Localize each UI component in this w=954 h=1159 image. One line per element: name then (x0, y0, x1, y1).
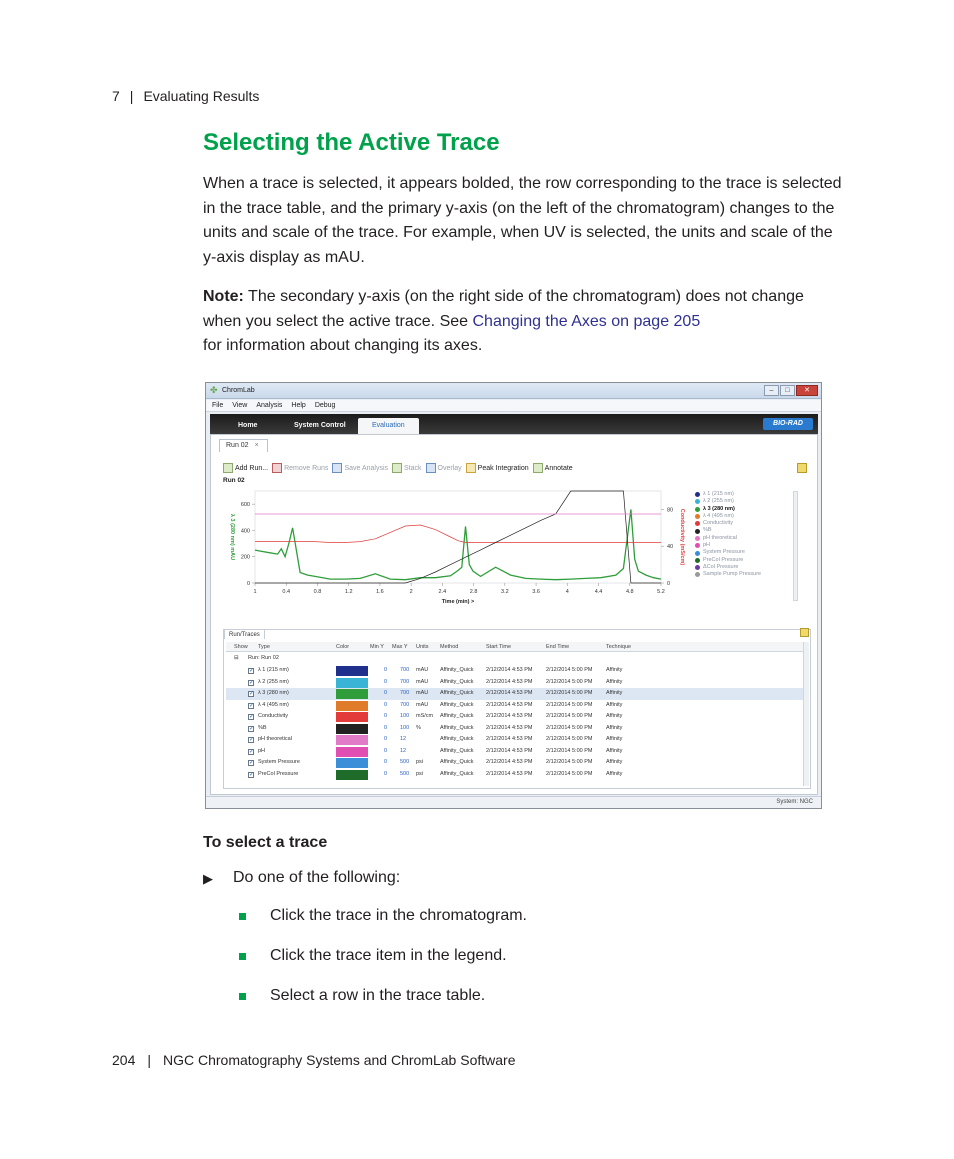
x-axis-label: Time (min) > (441, 599, 475, 605)
menu-help[interactable]: Help (291, 402, 306, 409)
method-cell: Affinity_Quick (440, 770, 474, 777)
units-cell: psi (416, 770, 424, 777)
technique-cell: Affinity (606, 724, 623, 731)
trace-legend (695, 491, 799, 579)
legend-swatch (695, 543, 700, 548)
start-time-cell: 2/12/2014 4:53 PM (486, 747, 533, 754)
x-tick-label: 4.8 (625, 589, 634, 595)
col-method[interactable]: Method (440, 644, 459, 650)
menu-analysis[interactable]: Analysis (256, 402, 283, 409)
technique-cell: Affinity (606, 770, 623, 777)
min-y-cell: 0 (384, 713, 388, 719)
start-time-cell: 2/12/2014 4:53 PM (486, 690, 533, 696)
step-text: Do one of the following: (233, 869, 401, 886)
min-y-cell: 0 (384, 747, 388, 754)
close-tab-icon[interactable]: × (254, 442, 259, 449)
method-cell: Affinity_Quick (440, 747, 474, 754)
legend-label: Sample Pump Pressure (703, 571, 762, 578)
show-checkbox[interactable]: ✓ (249, 714, 255, 720)
bullet-text: Click the trace item in the legend. (270, 947, 507, 964)
trace-type-cell: λ 2 (255 nm) (258, 678, 289, 685)
end-time-cell: 2/12/2014 5:00 PM (546, 747, 593, 754)
maximize-button[interactable]: □ (780, 385, 795, 396)
legend-item[interactable] (695, 549, 799, 556)
col-color[interactable]: Color (336, 644, 350, 650)
method-cell: Affinity_Quick (440, 724, 474, 731)
x-tick-label: 0.4 (282, 589, 291, 595)
trace-type-cell: Conductivity (258, 713, 288, 719)
legend-label: %B (703, 527, 712, 534)
bullet-square-icon (239, 913, 246, 920)
table-row[interactable] (226, 734, 804, 746)
start-time-cell: 2/12/2014 4:53 PM (486, 759, 533, 765)
y-tick-label: 600 (240, 502, 250, 509)
units-cell: mS/cm (416, 713, 434, 719)
end-time-cell: 2/12/2014 5:00 PM (546, 713, 593, 719)
method-cell: Affinity_Quick (440, 759, 474, 765)
x-tick-label: 2.4 (438, 589, 447, 595)
show-checkbox[interactable]: ✓ (249, 702, 255, 709)
max-y-cell: 700 (400, 690, 410, 696)
legend-swatch (695, 514, 700, 519)
x-tick-label: 4 (565, 589, 569, 595)
max-y-cell: 500 (400, 770, 410, 777)
method-cell: Affinity_Quick (440, 678, 474, 685)
table-row[interactable] (226, 711, 804, 723)
bullet-item (239, 907, 527, 925)
max-y-cell: 12 (400, 747, 407, 754)
legend-item[interactable] (695, 491, 799, 498)
doc-tab-run02[interactable] (219, 439, 268, 452)
legend-label: Conductivity (703, 520, 733, 527)
trace-type-cell: pH (258, 747, 266, 754)
col-max-y[interactable]: Max Y (392, 644, 408, 650)
remove-runs-icon (272, 463, 282, 473)
run-label: Run 02 (223, 477, 245, 484)
header-page-number: 7 (112, 88, 120, 104)
y-tick-label: 400 (240, 528, 250, 535)
intro-paragraph: When a trace is selected, it appears bolded, the row corresponding to the trace is selected in the trace table, and the primary y-axis (on the left of the chromatogram) changes to the units and scale of the trace. For example, when UV is selected, the units and scale of the y-axis display as mAU. (203, 175, 842, 266)
end-time-cell: 2/12/2014 5:00 PM (546, 678, 593, 685)
x-tick-label: 5.2 (657, 589, 665, 595)
end-time-cell: 2/12/2014 5:00 PM (546, 690, 593, 696)
bullet-square-icon (239, 953, 246, 960)
legend-label: PreCol Pressure (703, 556, 744, 563)
stack-label: Stack (404, 464, 422, 472)
end-time-cell: 2/12/2014 5:00 PM (546, 667, 593, 673)
col-units[interactable]: Units (416, 644, 429, 650)
show-checkbox[interactable]: ✓ (249, 691, 255, 697)
trace-type-cell: λ 3 (280 nm) (258, 690, 289, 696)
col-min-y[interactable]: Min Y (370, 644, 384, 650)
x-tick-label: 4.4 (594, 589, 603, 595)
x-tick-label: 2 (409, 589, 413, 595)
legend-label: ΔCol Pressure (703, 563, 739, 570)
show-checkbox[interactable]: ✓ (249, 771, 255, 778)
evaluation-content (210, 434, 818, 795)
start-time-cell: 2/12/2014 4:53 PM (486, 713, 533, 719)
trace-type-cell: λ 1 (215 nm) (258, 667, 289, 673)
legend-label: λ 4 (495 nm) (703, 512, 734, 519)
color-cell[interactable] (336, 770, 368, 780)
end-time-cell: 2/12/2014 5:00 PM (546, 759, 593, 765)
legend-swatch (695, 572, 700, 577)
table-row[interactable] (226, 665, 804, 677)
system-status: System: NGC (776, 799, 813, 805)
end-time-cell: 2/12/2014 5:00 PM (546, 736, 593, 742)
overlay-label: Overlay (437, 464, 462, 472)
trace-table-panel (223, 629, 811, 789)
start-time-cell: 2/12/2014 4:53 PM (486, 678, 533, 685)
technique-cell: Affinity (606, 690, 623, 696)
y2-tick-label: 40 (667, 544, 674, 551)
table-row[interactable] (226, 757, 804, 769)
table-row[interactable] (226, 746, 804, 758)
method-cell: Affinity_Quick (440, 713, 474, 719)
legend-swatch (695, 558, 700, 563)
remove-runs-button[interactable] (272, 463, 328, 473)
annotate-icon (533, 463, 543, 473)
x-tick-label: 1.6 (376, 589, 384, 595)
run-collapse-toggle[interactable]: ⊟ (234, 655, 239, 661)
procedure-step (203, 869, 400, 889)
note-text-before: The secondary y-axis (on the right side of the chromatogram) does not change when you select the active trace. See (203, 288, 804, 330)
peak-integration-label: Peak Integration (477, 464, 529, 472)
add-run-label: Add Run... (235, 464, 269, 472)
min-y-cell: 0 (384, 701, 388, 708)
legend-item[interactable] (695, 542, 799, 549)
annotate-label: Annotate (544, 464, 573, 472)
tab-system-control[interactable]: System Control (294, 422, 346, 429)
run-traces-tab[interactable]: Run/Traces (224, 629, 265, 639)
min-y-cell: 0 (384, 724, 388, 731)
table-row[interactable] (226, 723, 804, 735)
add-run-button[interactable] (223, 463, 268, 473)
col-show[interactable]: Show (234, 644, 248, 650)
method-cell: Affinity_Quick (440, 701, 474, 708)
technique-cell: Affinity (606, 667, 623, 673)
window-titlebar (206, 383, 821, 399)
color-cell[interactable] (336, 678, 368, 688)
max-y-cell: 700 (400, 701, 410, 708)
col-type[interactable]: Type (258, 644, 270, 650)
legend-swatch (695, 529, 700, 534)
legend-item[interactable] (695, 527, 799, 534)
y-axis-label: λ 3 (280 nm) mAU (229, 513, 235, 561)
max-y-cell: 100 (400, 724, 410, 731)
units-cell: mAU (416, 690, 429, 696)
menu-file[interactable]: File (212, 402, 224, 409)
x-tick-label: 3.2 (501, 589, 509, 595)
menu-debug[interactable]: Debug (314, 402, 336, 409)
close-button[interactable]: ✕ (796, 385, 818, 396)
method-cell: Affinity_Quick (440, 667, 474, 673)
col-end-time[interactable]: End Time (546, 644, 570, 650)
x-tick-label: 0.8 (313, 589, 322, 595)
header-separator: | (129, 88, 134, 104)
units-cell: mAU (416, 701, 429, 708)
legend-item[interactable] (695, 557, 799, 564)
legend-item[interactable] (695, 571, 799, 578)
table-row[interactable] (226, 769, 804, 781)
save-analysis-label: Save Analysis (344, 464, 389, 472)
axes-link[interactable]: Changing the Axes on page 205 (472, 312, 701, 330)
bullet-square-icon (239, 993, 246, 1000)
color-cell[interactable] (336, 758, 368, 768)
technique-cell: Affinity (606, 701, 623, 708)
show-checkbox[interactable]: ✓ (249, 748, 255, 755)
units-cell: % (416, 724, 421, 731)
legend-label: pH theoretical (703, 534, 737, 541)
add-run-icon (223, 463, 233, 473)
trace-table-scrollbar[interactable] (803, 642, 809, 786)
technique-cell: Affinity (606, 747, 623, 754)
page-footer (112, 1052, 515, 1068)
note-label: Note: (203, 288, 244, 305)
footer-page-number: 204 (112, 1052, 136, 1068)
start-time-cell: 2/12/2014 4:53 PM (486, 736, 533, 742)
min-y-cell: 0 (384, 770, 388, 777)
menu-bar (206, 400, 821, 412)
bio-rad-logo: BIO-RAD (763, 418, 813, 430)
legend-label: λ 3 (280 nm) (703, 505, 735, 512)
min-y-cell: 0 (384, 736, 388, 742)
run-group-row[interactable] (226, 653, 804, 665)
technique-cell: Affinity (606, 759, 623, 765)
note-paragraph (203, 285, 843, 359)
color-cell[interactable] (336, 724, 368, 734)
tab-evaluation[interactable]: Evaluation (358, 418, 419, 434)
col-start-time[interactable]: Start Time (486, 644, 512, 650)
footer-title: NGC Chromatography Systems and ChromLab Software (163, 1052, 516, 1068)
method-cell: Affinity_Quick (440, 690, 474, 696)
show-checkbox[interactable]: ✓ (249, 668, 255, 674)
x-tick-label: 3.6 (532, 589, 540, 595)
legend-swatch (695, 507, 700, 512)
section-title: Selecting the Active Trace (203, 129, 500, 156)
legend-item[interactable] (695, 520, 799, 527)
min-y-cell: 0 (384, 678, 388, 685)
legend-item[interactable] (695, 535, 799, 542)
start-time-cell: 2/12/2014 4:53 PM (486, 701, 533, 708)
trace-table-header (226, 642, 804, 652)
min-y-cell: 0 (384, 759, 388, 765)
trace-type-cell: pH theoretical (258, 736, 292, 742)
col-technique[interactable]: Technique (606, 644, 632, 650)
trace-type-cell: λ 4 (495 nm) (258, 701, 289, 708)
max-y-cell: 700 (400, 667, 410, 673)
min-y-cell: 0 (384, 667, 388, 673)
peak-integration-icon (466, 463, 476, 473)
menu-view[interactable]: View (232, 402, 248, 409)
color-cell[interactable] (336, 735, 368, 745)
color-cell[interactable] (336, 689, 368, 699)
color-cell[interactable] (336, 701, 368, 711)
note-text-after: for information about changing its axes. (203, 337, 483, 354)
legend-swatch (695, 565, 700, 570)
bullet-item (239, 947, 507, 965)
y-tick-label: 200 (240, 554, 250, 561)
save-analysis-button[interactable] (332, 463, 388, 473)
color-cell[interactable] (336, 666, 368, 676)
technique-cell: Affinity (606, 678, 623, 685)
method-cell: Affinity_Quick (440, 736, 474, 742)
units-cell: psi (416, 759, 424, 765)
plot-area (255, 491, 661, 583)
remove-runs-label: Remove Runs (284, 464, 329, 472)
units-cell: mAU (416, 678, 429, 685)
units-cell: mAU (416, 667, 429, 673)
legend-swatch (695, 551, 700, 556)
page-header (112, 88, 259, 104)
color-cell[interactable] (336, 747, 368, 757)
overlay-icon (426, 463, 436, 473)
doc-tab-label: Run 02 (226, 442, 249, 449)
legend-scrollbar[interactable] (793, 491, 798, 601)
show-checkbox[interactable]: ✓ (249, 737, 255, 743)
min-y-cell: 0 (384, 690, 388, 696)
end-time-cell: 2/12/2014 5:00 PM (546, 770, 593, 777)
max-y-cell: 700 (400, 678, 410, 685)
evaluation-toolbar (223, 461, 573, 475)
max-y-cell: 12 (400, 736, 407, 742)
step-arrow-icon: ▶ (203, 871, 213, 886)
chromlab-screenshot (205, 382, 822, 809)
overlay-button[interactable] (426, 463, 462, 473)
header-chapter: Evaluating Results (143, 88, 260, 104)
bullet-item (239, 987, 485, 1005)
y2-axis-label: Conductivity (mS/cm) (679, 508, 685, 566)
start-time-cell: 2/12/2014 4:53 PM (486, 770, 533, 777)
stack-button[interactable] (392, 463, 422, 473)
technique-cell: Affinity (606, 713, 623, 719)
legend-label: pH (703, 542, 711, 549)
traces-note-icon[interactable] (800, 628, 809, 637)
y2-tick-label: 80 (667, 507, 674, 514)
sticky-note-icon[interactable] (797, 463, 807, 473)
footer-separator: | (147, 1052, 151, 1068)
legend-swatch (695, 492, 700, 497)
trace-type-cell: PreCol Pressure (258, 770, 299, 777)
legend-item[interactable] (695, 513, 799, 520)
status-bar (206, 796, 821, 808)
legend-swatch (695, 536, 700, 541)
bullet-text: Click the trace in the chromatogram. (270, 907, 527, 924)
legend-item[interactable] (695, 564, 799, 571)
trace-type-cell: System Pressure (258, 759, 300, 765)
annotate-button[interactable] (533, 463, 573, 473)
end-time-cell: 2/12/2014 5:00 PM (546, 724, 593, 731)
table-row[interactable] (226, 688, 804, 700)
app-title: ChromLab (222, 387, 255, 394)
save-analysis-icon (332, 463, 342, 473)
window-controls (764, 385, 818, 396)
legend-label: λ 2 (255 nm) (703, 498, 734, 505)
legend-label: λ 1 (215 nm) (703, 491, 734, 497)
tab-home[interactable]: Home (238, 422, 258, 429)
start-time-cell: 2/12/2014 4:53 PM (486, 724, 533, 731)
x-tick-label: 2.8 (469, 589, 478, 595)
color-cell[interactable] (336, 712, 368, 722)
table-row[interactable] (226, 700, 804, 712)
legend-item[interactable] (695, 498, 799, 505)
trace-type-cell: %B (258, 724, 267, 731)
technique-cell: Affinity (606, 736, 623, 742)
legend-swatch (695, 499, 700, 504)
max-y-cell: 500 (400, 759, 410, 765)
legend-item[interactable] (695, 506, 799, 513)
chromlab-app-icon: ✤ (210, 385, 218, 395)
ribbon (210, 414, 818, 434)
minimize-button[interactable]: ‒ (764, 385, 779, 396)
legend-label: System Pressure (703, 549, 745, 556)
show-checkbox[interactable]: ✓ (249, 760, 255, 766)
peak-integration-button[interactable] (466, 463, 529, 473)
bullet-text: Select a row in the trace table. (270, 987, 486, 1004)
max-y-cell: 100 (400, 713, 410, 719)
start-time-cell: 2/12/2014 4:53 PM (486, 667, 533, 673)
x-tick-label: 1 (253, 589, 257, 595)
run-group-label: Run: Run 02 (248, 655, 279, 661)
show-checkbox[interactable]: ✓ (249, 679, 255, 686)
end-time-cell: 2/12/2014 5:00 PM (546, 701, 593, 708)
table-row[interactable] (226, 677, 804, 689)
y2-tick-label: 0 (667, 581, 671, 587)
procedure-title: To select a trace (203, 834, 328, 851)
y-tick-label: 0 (246, 581, 250, 587)
show-checkbox[interactable]: ✓ (249, 725, 255, 732)
x-tick-label: 1.2 (344, 589, 353, 595)
legend-swatch (695, 521, 700, 526)
stack-icon (392, 463, 402, 473)
